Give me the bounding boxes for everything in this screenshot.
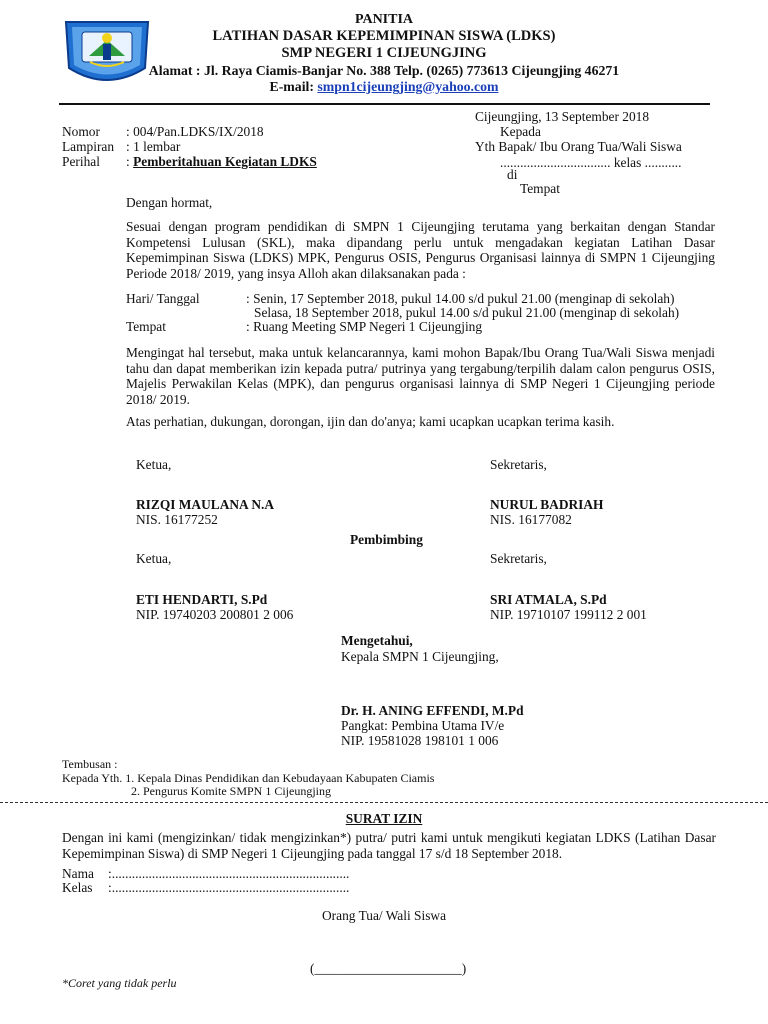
pembimbing-sekretaris-name: SRI ATMALA, S.Pd [490, 592, 607, 607]
nomor-label: Nomor [62, 124, 100, 139]
sekretaris-label: Sekretaris, [490, 457, 547, 472]
cut-line [0, 802, 768, 803]
pembimbing-sekretaris-label: Sekretaris, [490, 551, 547, 566]
izin-nama-label: Nama [62, 866, 94, 881]
perihal-label: Perihal [62, 154, 100, 169]
kepala-name: Dr. H. ANING EFFENDI, M.Pd [341, 703, 524, 718]
paragraph-2: Mengingat hal tersebut, maka untuk kelancarannya, kami mohon Bapak/Ibu Orang Tua/Wali Siswa menjadi tahu dan dapat memberikan izin kepada putra/ putrinya yang tergabung/terpilih dalam calon pengurus OSIS, Majelis Perwakilan Kelas (MPK), dan pengurus organisasi lainnya di SMP Negeri 1 Cijeungjing periode 2018/ 2019. [126, 345, 715, 407]
recipient-tempat: Tempat [520, 181, 560, 196]
izin-body: Dengan ini kami (mengizinkan/ tidak mengizinkan*) putra/ putri kami untuk mengikuti kegiatan LDKS (Latihan Dasar Kepemimpinan Siswa) di SMP Negeri 1 Cijeungjing pada tanggal 17 s/d 18 September 2018. [62, 830, 716, 861]
hari-label: Hari/ Tanggal [126, 291, 200, 306]
header-panitia: PANITIA [354, 12, 414, 27]
lampiran-label: Lampiran [62, 139, 115, 154]
kepala-nip: NIP. 19581028 198101 1 006 [341, 733, 499, 748]
izin-kelas-label: Kelas [62, 880, 93, 895]
recipient-kelas: ................................. kelas ........... [500, 155, 682, 170]
kepala-title: Kepala SMPN 1 Cijeungjing, [341, 649, 499, 664]
pembimbing-ketua-nip: NIP. 19740203 200801 2 006 [136, 607, 294, 622]
izin-nama-field[interactable]: :....................................................................... [108, 866, 350, 881]
ketua-name: RIZQI MAULANA N.A [136, 497, 275, 512]
izin-title: SURAT IZIN [345, 811, 423, 826]
perihal-value: Pemberitahuan Kegiatan LDKS [133, 154, 317, 169]
tembusan-item-2: 2. Pengurus Komite SMPN 1 Cijeungjing [131, 784, 332, 798]
email-link[interactable]: smpn1cijeungjing@yahoo.com [317, 79, 499, 94]
header-address: Alamat : Jl. Raya Ciamis-Banjar No. 388 Telp. (0265) 773613 Cijeungjing 46271 [148, 63, 620, 78]
tembusan-label: Tembusan : [62, 757, 118, 771]
recipient-yth: Yth Bapak/ Ibu Orang Tua/Wali Siswa [475, 139, 682, 154]
paragraph-1: Sesuai dengan program pendidikan di SMPN 1 Cijeungjing terutama yang berkaitan dengan Standar Kompetensi Lulusan (SKL), maka dipandang perlu untuk mengadakan kegiatan Latihan Dasar Kepemimpinan Siswa (LDKS) MPK, Pengurus OSIS, Pengurus Organisasi lainnya di SMPN 1 Cijeungjing Periode 2018/ 2019, yang insya Alloh akan dilaksanakan pada : [126, 219, 715, 281]
perihal-colon: : [126, 154, 134, 169]
header-ldks: LATIHAN DASAR KEPEMIMPINAN SISWA (LDKS) [212, 28, 556, 44]
greeting: Dengan hormat, [126, 195, 213, 210]
email-label: E-mail: [269, 79, 318, 94]
paragraph-3: Atas perhatian, dukungan, dorongan, ijin dan do'anya; kami ucapkan ucapkan terima kasih. [126, 414, 615, 429]
izin-ortu-label: Orang Tua/ Wali Siswa [322, 908, 447, 923]
lampiran-value: : 1 lembar [126, 139, 181, 154]
recipient-kepada: Kepada [500, 124, 541, 139]
ketua-label: Ketua, [136, 457, 172, 472]
ketua-nis: NIS. 16177252 [136, 512, 218, 527]
header-email [0, 79, 768, 95]
mengetahui-label: Mengetahui, [341, 633, 413, 648]
tempat-value: : Ruang Meeting SMP Negeri 1 Cijeungjing [246, 319, 483, 334]
recipient-di: di [507, 167, 518, 182]
hari-value-2: Selasa, 18 September 2018, pukul 14.00 s/d pukul 21.00 (menginap di sekolah) [254, 305, 680, 320]
pembimbing-ketua-label: Ketua, [136, 551, 172, 566]
sekretaris-name: NURUL BADRIAH [490, 497, 604, 512]
kepala-pangkat: Pangkat: Pembina Utama IV/e [341, 718, 505, 733]
izin-note: *Coret yang tidak perlu [62, 976, 177, 990]
tempat-label: Tempat [126, 319, 166, 334]
header-school: SMP NEGERI 1 CIJEUNGJING [281, 45, 487, 61]
header-rule [59, 103, 710, 105]
sekretaris-nis: NIS. 16177082 [490, 512, 572, 527]
pembimbing-sekretaris-nip: NIP. 19710107 199112 2 001 [490, 607, 647, 622]
perihal [126, 154, 317, 169]
izin-signature-line[interactable]: (______________________) [310, 961, 467, 976]
tembusan-item-1: Kepada Yth. 1. Kepala Dinas Pendidikan dan Kebudayaan Kabupaten Ciamis [62, 771, 435, 785]
place-date: Cijeungjing, 13 September 2018 [475, 109, 650, 124]
pembimbing-ketua-name: ETI HENDARTI, S.Pd [136, 592, 268, 607]
hari-value-1: : Senin, 17 September 2018, pukul 14.00 s/d pukul 21.00 (menginap di sekolah) [246, 291, 675, 306]
pembimbing-label: Pembimbing [350, 532, 423, 547]
nomor-value: : 004/Pan.LDKS/IX/2018 [126, 124, 264, 139]
izin-kelas-field[interactable]: :....................................................................... [108, 880, 350, 895]
